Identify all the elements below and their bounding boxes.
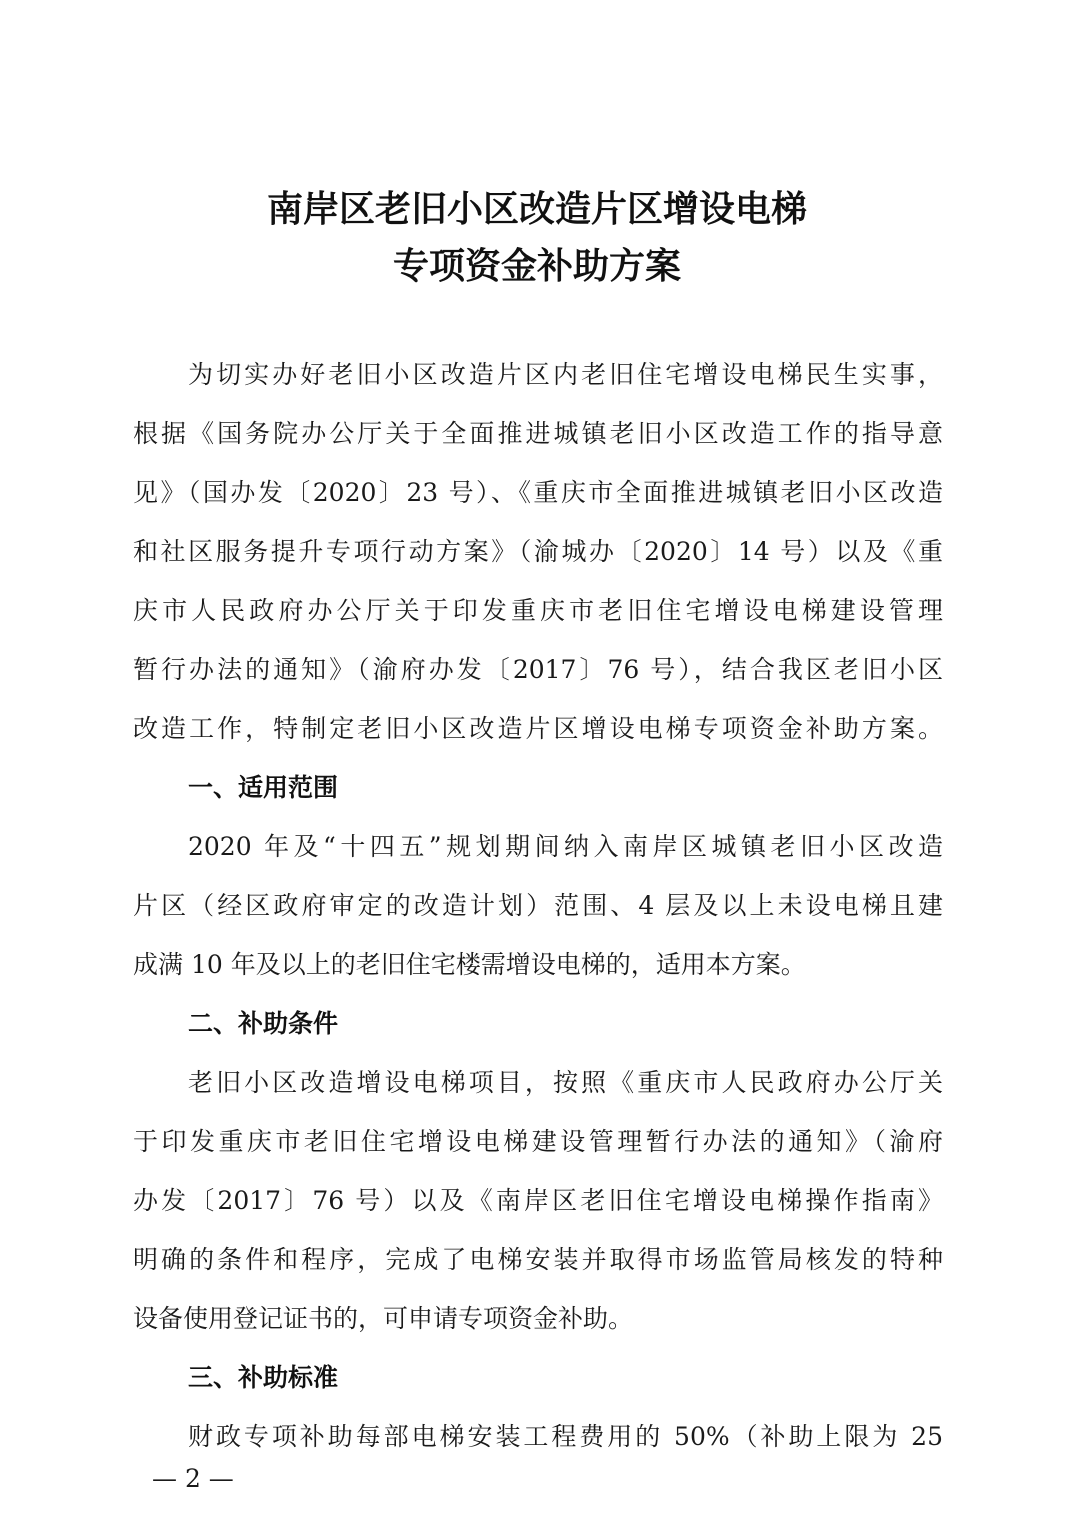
section-heading: 二、补助条件 <box>188 1009 339 1038</box>
body-line: 办发〔2017〕76 号）以及《南岸区老旧住宅增设电梯操作指南》 <box>133 1186 943 1215</box>
document-title-line-2: 专项资金补助方案 <box>392 246 681 287</box>
body-line: 片区（经区政府审定的改造计划）范围、4 层及以上未设电梯且建 <box>133 891 943 920</box>
body-line: 为切实办好老旧小区改造片区内老旧住宅增设电梯民生实事， <box>188 360 943 389</box>
body-line: 暂行办法的通知》（渝府办发〔2017〕76 号），结合我区老旧小区 <box>133 655 943 684</box>
body-line: 庆市人民政府办公厅关于印发重庆市老旧住宅增设电梯建设管理 <box>133 596 943 625</box>
page-number: — 2 — <box>152 1464 234 1493</box>
body-line: 根据《国务院办公厅关于全面推进城镇老旧小区改造工作的指导意 <box>133 419 943 448</box>
body-line: 2020 年及“十四五”规划期间纳入南岸区城镇老旧小区改造 <box>188 832 943 861</box>
body-line: 改造工作，特制定老旧小区改造片区增设电梯专项资金补助方案。 <box>133 714 943 743</box>
body-line: 成满 10 年及以上的老旧住宅楼需增设电梯的，适用本方案。 <box>133 950 806 979</box>
section-heading: 三、补助标准 <box>188 1363 339 1392</box>
body-line: 见》（国办发〔2020〕23 号）、《重庆市全面推进城镇老旧小区改造 <box>133 478 943 507</box>
section-heading: 一、适用范围 <box>188 773 339 802</box>
body-line: 设备使用登记证书的，可申请专项资金补助。 <box>133 1304 634 1333</box>
body-line: 老旧小区改造增设电梯项目，按照《重庆市人民政府办公厅关 <box>188 1068 943 1097</box>
body-line: 财政专项补助每部电梯安装工程费用的 50%（补助上限为 25 <box>188 1422 943 1451</box>
document-title-line-1: 南岸区老旧小区改造片区增设电梯 <box>266 189 807 230</box>
body-line: 明确的条件和程序，完成了电梯安装并取得市场监管局核发的特种 <box>133 1245 943 1274</box>
body-line: 于印发重庆市老旧住宅增设电梯建设管理暂行办法的通知》（渝府 <box>133 1127 943 1156</box>
body-line: 和社区服务提升专项行动方案》（渝城办〔2020〕14 号）以及《重 <box>133 537 943 566</box>
